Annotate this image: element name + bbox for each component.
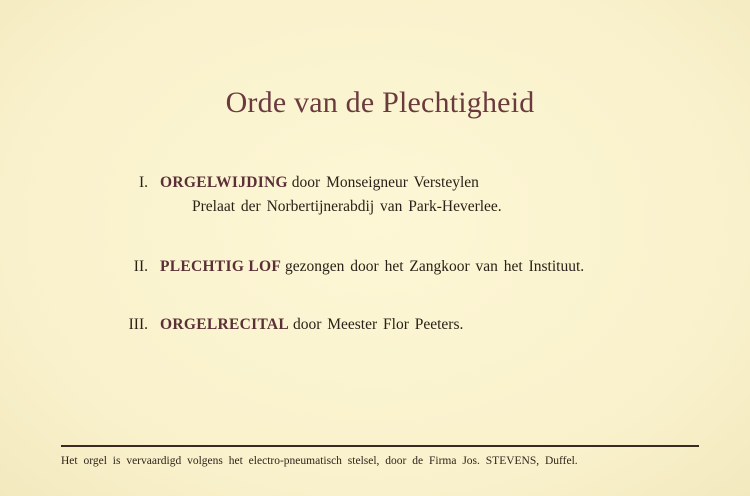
item-text: door Monseigneur Versteylen [291,174,479,191]
program-item-orgelwijding [132,174,479,192]
program-item-plechtig-lof [127,258,584,276]
program-item-orgelrecital [122,316,463,334]
item-keyword: ORGELWIJDING [160,174,288,191]
item-number: I. [138,174,148,191]
item-text: door Meester Flor Peeters. [292,316,464,333]
footer-note: Het orgel is vervaardigd volgens het electro-pneumatisch stelsel, door de Firma Jos. STEVENS, Duffel. [61,455,578,467]
item-number: II. [133,258,148,275]
item-keyword: ORGELRECITAL [160,316,290,333]
item-keyword: PLECHTIG LOF [160,258,282,275]
footer-divider [61,445,699,447]
program-title: Orde van de Plechtigheid [225,86,535,119]
item-text: gezongen door het Zangkoor van het Instituut. [285,258,585,275]
item-number: III. [128,316,148,333]
item-continuation: Prelaat der Norbertijnerabdij van Park-Heverlee. [192,198,502,215]
